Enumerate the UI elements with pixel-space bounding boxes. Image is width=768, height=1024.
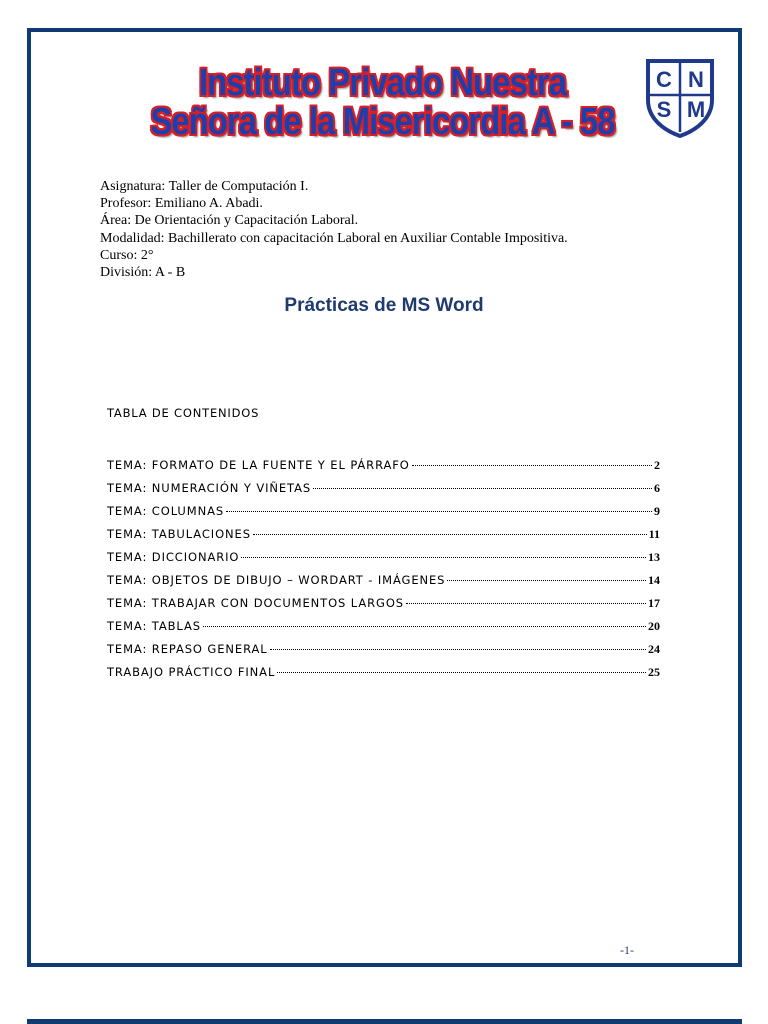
institution-title-line-1: Instituto Privado Nuestra: [198, 62, 567, 104]
toc-entry[interactable]: [107, 458, 660, 481]
toc-entry-page: 25: [648, 665, 660, 679]
course-info: [100, 178, 568, 281]
toc-entry[interactable]: [107, 665, 660, 688]
toc-entry-page: 17: [648, 596, 660, 610]
cnsm-shield-logo: [645, 58, 715, 138]
toc-entry-label: TEMA: DICCIONARIO: [107, 550, 240, 564]
toc-entry[interactable]: [107, 642, 660, 665]
toc-entry-label: TEMA: TABULACIONES: [107, 527, 251, 541]
institution-title: [110, 64, 655, 142]
toc-entry-label: TEMA: NUMERACIÓN Y VIÑETAS: [107, 481, 312, 495]
toc-heading: TABLA DE CONTENIDOS: [107, 406, 260, 420]
info-course: Curso: 2°: [100, 247, 154, 263]
toc-leader-dots: [203, 626, 646, 627]
toc-entry[interactable]: [107, 550, 660, 573]
info-subject: Asignatura: Taller de Computación I.: [100, 179, 309, 194]
toc-leader-dots: [226, 511, 652, 512]
toc-entry-page: 14: [648, 573, 660, 587]
next-page-border: [27, 1019, 742, 1024]
info-teacher: Profesor: Emiliano A. Abadi.: [100, 196, 263, 212]
toc-entry-label: TEMA: OBJETOS DE DIBUJO – WORDART - IMÁGENES: [107, 573, 446, 587]
toc-entry-label: TRABAJO PRÁCTICO FINAL: [107, 665, 276, 679]
info-area: Área: De Orientación y Capacitación Laboral.: [100, 213, 359, 229]
toc-entry-label: TEMA: TABLAS: [107, 619, 201, 633]
toc-entry[interactable]: [107, 619, 660, 642]
toc-entry-label: TEMA: TRABAJAR CON DOCUMENTOS LARGOS: [107, 596, 404, 610]
toc-entry[interactable]: [107, 481, 660, 504]
logo-letter-s: S: [656, 97, 672, 122]
institution-title-line-2: Señora de la Misericordia A - 58: [150, 100, 615, 143]
toc-leader-dots: [277, 672, 646, 673]
table-of-contents: [107, 458, 660, 688]
toc-leader-dots: [447, 580, 646, 581]
toc-entry-label: TEMA: REPASO GENERAL: [107, 642, 268, 656]
toc-entry-page: 13: [648, 550, 660, 564]
toc-entry-page: 9: [654, 504, 660, 518]
logo-letter-n: N: [688, 67, 704, 92]
info-division: División: A - B: [100, 265, 186, 281]
toc-leader-dots: [406, 603, 646, 604]
logo-letter-m: M: [686, 97, 706, 122]
toc-entry[interactable]: [107, 573, 660, 596]
toc-entry-page: 2: [654, 458, 660, 472]
toc-entry-label: TEMA: FORMATO DE LA FUENTE Y EL PÁRRAFO: [107, 458, 410, 472]
toc-entry-page: 24: [648, 642, 660, 656]
toc-entry-page: 20: [648, 619, 660, 633]
toc-entry[interactable]: [107, 527, 660, 550]
logo-letter-c: C: [656, 67, 672, 92]
document-title: Prácticas de MS Word: [284, 295, 484, 316]
toc-leader-dots: [313, 488, 652, 489]
info-modality: Modalidad: Bachillerato con capacitación Laboral en Auxiliar Contable Impositiva.: [100, 230, 568, 246]
toc-leader-dots: [270, 649, 646, 650]
page-number: -1-: [620, 943, 634, 957]
toc-leader-dots: [241, 557, 646, 558]
toc-leader-dots: [253, 534, 647, 535]
toc-entry[interactable]: [107, 596, 660, 619]
toc-entry-page: 11: [648, 527, 660, 541]
toc-entry[interactable]: [107, 504, 660, 527]
toc-entry-label: TEMA: COLUMNAS: [107, 504, 225, 518]
toc-entry-page: 6: [654, 481, 660, 495]
toc-leader-dots: [412, 465, 652, 466]
